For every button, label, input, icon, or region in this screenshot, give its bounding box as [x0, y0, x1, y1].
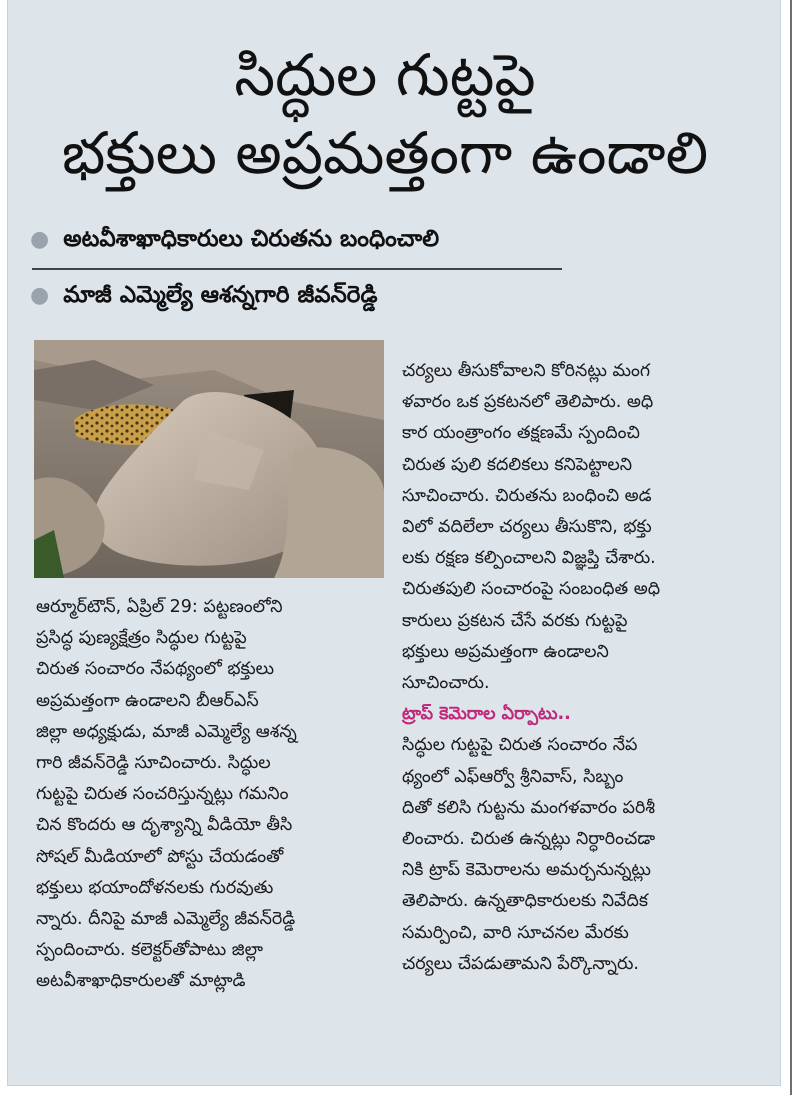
body-line: సూచించారు. చిరుతను బంధించి అడ: [402, 485, 652, 506]
body-line: కారులు ప్రకటన చేసే వరకు గుట్టపై: [402, 610, 628, 631]
body-line: సమర్పించి, వారి సూచనల మేరకు: [402, 922, 629, 943]
body-line: చిరుత సంచారం నేపథ్యంలో భక్తులు: [36, 659, 275, 680]
subhead-1: [30, 226, 439, 258]
body-line: అటవీశాఖాధికారులతో మాట్లాడి: [36, 971, 246, 992]
bullet-icon: ●: [30, 227, 50, 252]
body-line: తెలిపారు. ఉన్నతాధికారులకు నివేదిక: [402, 891, 648, 912]
body-line: భక్తులు భయాందోళనలకు గురవుతు: [36, 877, 274, 898]
body-line: చర్యలు చేపడుతామని పేర్కొన్నారు.: [402, 953, 639, 974]
body-line: దితో కలిసి గుట్టను మంగళవారం పరిశీ: [402, 797, 655, 818]
body-line: న్నారు. దీనిపై మాజీ ఎమ్మెల్యే జీవన్‌రెడ్డి: [36, 909, 296, 930]
section-subhead: ట్రాప్ కెమెరాల ఏర్పాటు..: [402, 704, 571, 725]
body-line: భక్తులు అప్రమత్తంగా ఉండాలని: [402, 641, 609, 662]
subhead-1-text: అటవీశాఖాధికారులు చిరుతను బంధించాలి: [63, 226, 440, 252]
body-line: సూచించారు.: [402, 673, 490, 694]
body-line: చర్యలు తీసుకోవాలని కోరినట్లు మంగ: [402, 361, 651, 381]
body-line: ళవారం ఒక ప్రకటనలో తెలిపారు. అధి: [402, 392, 654, 413]
body-line: గారి జీవన్‌రెడ్డి సూచించారు. సిద్ధుల: [36, 753, 271, 774]
body-line: సోషల్ మీడియాలో పోస్టు చేయడంతో: [36, 846, 284, 867]
body-line: లకు రక్షణ కల్పించాలని విజ్ఞప్తి చేశారు.: [402, 548, 656, 569]
headline-line-2: భక్తులు అప్రమత్తంగా ఉండాలి: [61, 119, 709, 187]
headline-line-1: సిద్ధుల గుట్టపై: [234, 41, 536, 109]
body-line: ప్రసిద్ధ పుణ్యక్షేత్రం సిద్ధుల గుట్టపై: [36, 628, 247, 649]
article-body-left-column: [36, 592, 384, 998]
body-line: కార యంత్రాంగం తక్షణమే స్పందించి: [402, 423, 640, 444]
body-line: ఆర్మూర్‌టౌన్, ఏప్రిల్ 29: పట్టణంలోని: [36, 597, 283, 617]
subhead-divider: [32, 268, 562, 270]
body-line: విలో వదిలేలా చర్యలు తీసుకొని, భక్తు: [402, 517, 652, 538]
body-line: చిన కొందరు ఆ దృశ్యాన్ని వీడియో తీసి: [36, 815, 293, 836]
article-headline: [20, 36, 750, 192]
body-line: నికి ట్రాప్ కెమెరాలను అమర్చనున్నట్లు: [402, 860, 651, 881]
body-line: సిద్ధుల గుట్టపై చిరుత సంచారం నేప: [402, 735, 638, 756]
leopard-on-rocks-image: [34, 340, 384, 578]
subhead-2: [30, 282, 377, 314]
body-line: గుట్టపై చిరుత సంచరిస్తున్నట్లు గమనిం: [36, 784, 289, 805]
page-edge-rule: [790, 0, 792, 1095]
body-line: జిల్లా అధ్యక్షుడు, మాజీ ఎమ్మెల్యే ఆశన్న: [36, 721, 297, 742]
leopard-photo: [34, 340, 384, 578]
subhead-2-text: మాజీ ఎమ్మెల్యే ఆశన్నగారి జీవన్‌రెడ్డి: [63, 282, 378, 308]
body-line: థ్యంలో ఎఫ్ఆర్వో శ్రీనివాస్, సిబ్బం: [402, 766, 624, 787]
body-line: లించారు. చిరుత ఉన్నట్లు నిర్ధారించడా: [402, 829, 656, 850]
bullet-icon: ●: [30, 283, 50, 308]
body-line: స్పందించారు. కలెక్టర్‌తోపాటు జిల్లా: [36, 940, 263, 961]
body-line: అప్రమత్తంగా ఉండాలని బీఆర్ఎస్: [36, 690, 259, 711]
article-body-right-column: [402, 356, 752, 980]
body-line: చిరుతపులి సంచారంపై సంబంధిత అధి: [402, 579, 661, 600]
body-line: చిరుత పులి కదలికలు కనిపెట్టాలని: [402, 454, 633, 475]
